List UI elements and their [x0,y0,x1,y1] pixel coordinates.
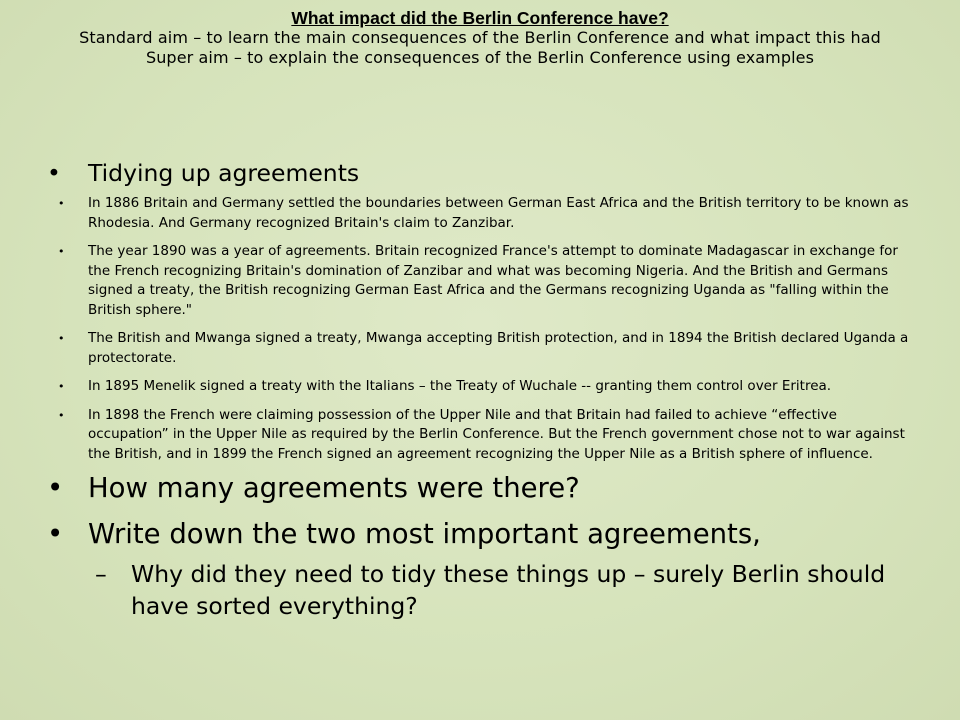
slide-content [0,158,960,622]
list-item [0,377,960,397]
sub-question-item [0,558,960,622]
heading-item [0,158,960,188]
list-item [0,406,960,465]
point-text: The British and Mwanga signed a treaty, Mwanga accepting British protection, and in 1894 the British declared Uganda a protectorate. [88,330,909,366]
slide-title: What impact did the Berlin Conference have? [291,8,669,28]
question-text: Write down the two most important agreements, [88,518,761,550]
bullet-icon: • [58,197,65,210]
bullet-icon: • [58,245,65,258]
point-text: In 1895 Menelik signed a treaty with the Italians – the Treaty of Wuchale -- granting them control over Eritrea. [88,378,832,394]
super-aim: Super aim – to explain the consequences of the Berlin Conference using examples [145,48,815,67]
question-item [0,473,960,504]
dash-icon: – [95,560,107,588]
bullet-icon: • [47,518,64,550]
list-item [0,242,960,320]
bullet-icon: • [47,159,61,187]
section-heading: Tidying up agreements [88,159,360,187]
list-item [0,329,960,368]
standard-aim: Standard aim – to learn the main consequences of the Berlin Conference and what impact this had [79,28,881,47]
bullet-icon: • [58,408,65,422]
bullet-icon: • [58,332,65,345]
point-text: In 1898 the French were claiming possession of the Upper Nile and that Britain had failed to achieve “effective occupation” in the Upper Nile as required by the Berlin Conference. But the French government chose not to war against the British, and in 1899 the French signed an agreement recognizing the Upper Nile as a British sphere of influence. [88,406,905,462]
list-item [0,194,960,233]
question-text: How many agreements were there? [88,472,580,504]
point-text: In 1886 Britain and Germany settled the boundaries between German East Africa and the British territory to be known as Rhodesia. And Germany recognized Britain's claim to Zanzibar. [88,195,909,231]
question-item [0,519,960,550]
sub-question-text: Why did they need to tidy these things up – surely Berlin should have sorted everything? [131,560,886,620]
bullet-icon: • [58,380,65,393]
point-text: The year 1890 was a year of agreements. Britain recognized France's attempt to dominate Madagascar in exchange for the French recognizing Britain's domination of Zanzibar and what was becoming Nigeria. And the British and Germans signed a treaty, the British recognizing German East Africa and the Germans recognizing Uganda as "falling within the British sphere." [88,243,898,318]
slide-header [40,8,920,68]
bullet-icon: • [47,472,64,504]
